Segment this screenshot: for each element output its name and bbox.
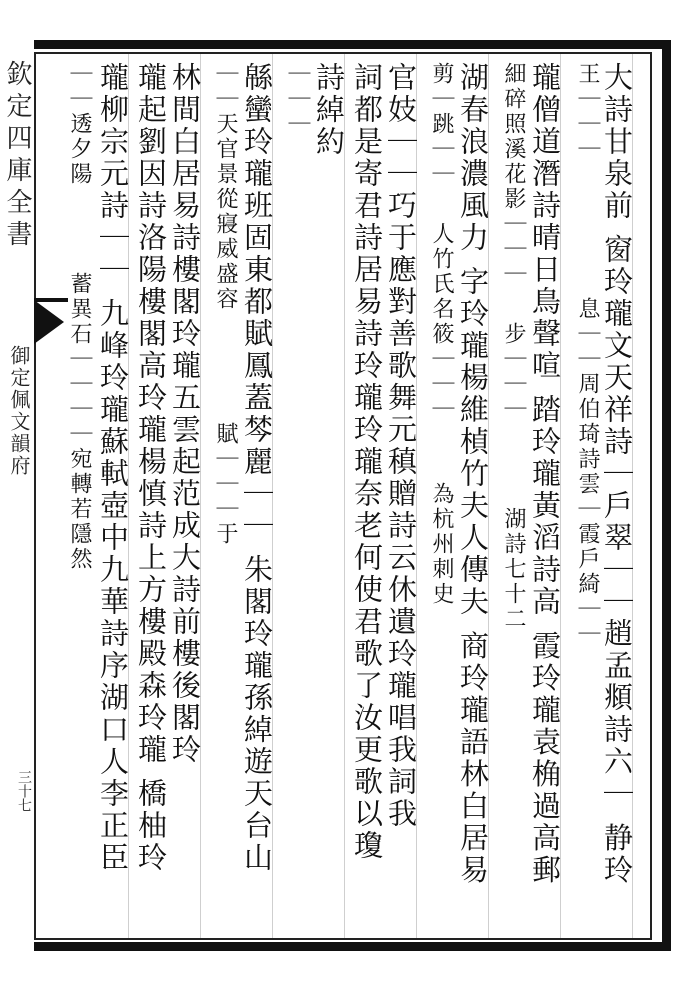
text-column-4: 細碎照溪花影｜｜｜ 步｜｜｜ 湖詩七十二: [501, 62, 526, 632]
spine-divider: [34, 52, 36, 938]
text-column-11: 緜蠻玲瓏班固東都賦鳳蓋棽麗｜｜ 朱閣玲瓏孫綽遊天台山: [240, 62, 274, 875]
text-column-10: ｜｜｜: [285, 62, 310, 137]
text-column-9: 詩綽約: [312, 62, 346, 158]
frame-right-border: [662, 40, 671, 950]
text-column-13: 林間白居易詩樓閣玲瓏五雲起范成大詩前樓後閣玲: [168, 62, 202, 766]
text-column-3: 瓏僧道潛詩晴日鳥聲喧 踏玲瓏黃滔詩高 霞玲瓏袁桷過高郵: [528, 62, 562, 887]
spine-title: 欽定四庫全書: [2, 60, 32, 252]
text-column-16: ｜｜透夕陽 蓄異石｜｜｜｜宛轉若隱然: [67, 62, 92, 572]
text-column-1: 大詩甘泉前 窗玲瓏文天祥詩｜戶翠｜｜趙孟頫詩六｜ 静玲: [600, 62, 634, 887]
inner-right-border: [650, 52, 652, 940]
frame-top-border: [34, 40, 671, 49]
text-column-14: 瓏起劉因詩洛陽樓閣高玲瓏楊慎詩上方樓殿森玲瓏 橋柚玲: [134, 62, 168, 875]
text-column-2: 王｜｜｜ 息｜｜周伯琦詩雲｜霞戶綺｜｜: [575, 62, 600, 647]
spine-book-title: 御定佩文韻府: [7, 345, 31, 477]
text-column-12: ｜｜天官景從寢威盛容 賦｜｜｜于: [213, 62, 238, 547]
inner-bottom-border: [34, 938, 652, 940]
text-column-6: 剪｜跳｜｜ 人竹氏名筱｜｜｜ 為杭州刺史: [429, 62, 454, 607]
text-column-8: 詞都是寄君詩居易詩玲瓏玲瓏奈老何使君歌了汝更歌以瓊: [350, 62, 384, 862]
frame-bottom-border: [34, 942, 671, 951]
fish-tail-mark: [34, 300, 64, 344]
spine-page-number: 三十七: [16, 770, 32, 812]
text-column-15: 瓏柳宗元詩｜｜ 九峰玲瓏蘇軾壺中九華詩序湖口人李正臣: [96, 62, 130, 875]
text-column-5: 湖春浪濃風力 字玲瓏楊維楨竹夫人傳夫 商玲瓏語林白居易: [456, 62, 490, 887]
text-column-7: 官妓｜｜巧于應對善歌舞元稹贈詩云休遺玲瓏唱我詞我: [384, 62, 418, 830]
